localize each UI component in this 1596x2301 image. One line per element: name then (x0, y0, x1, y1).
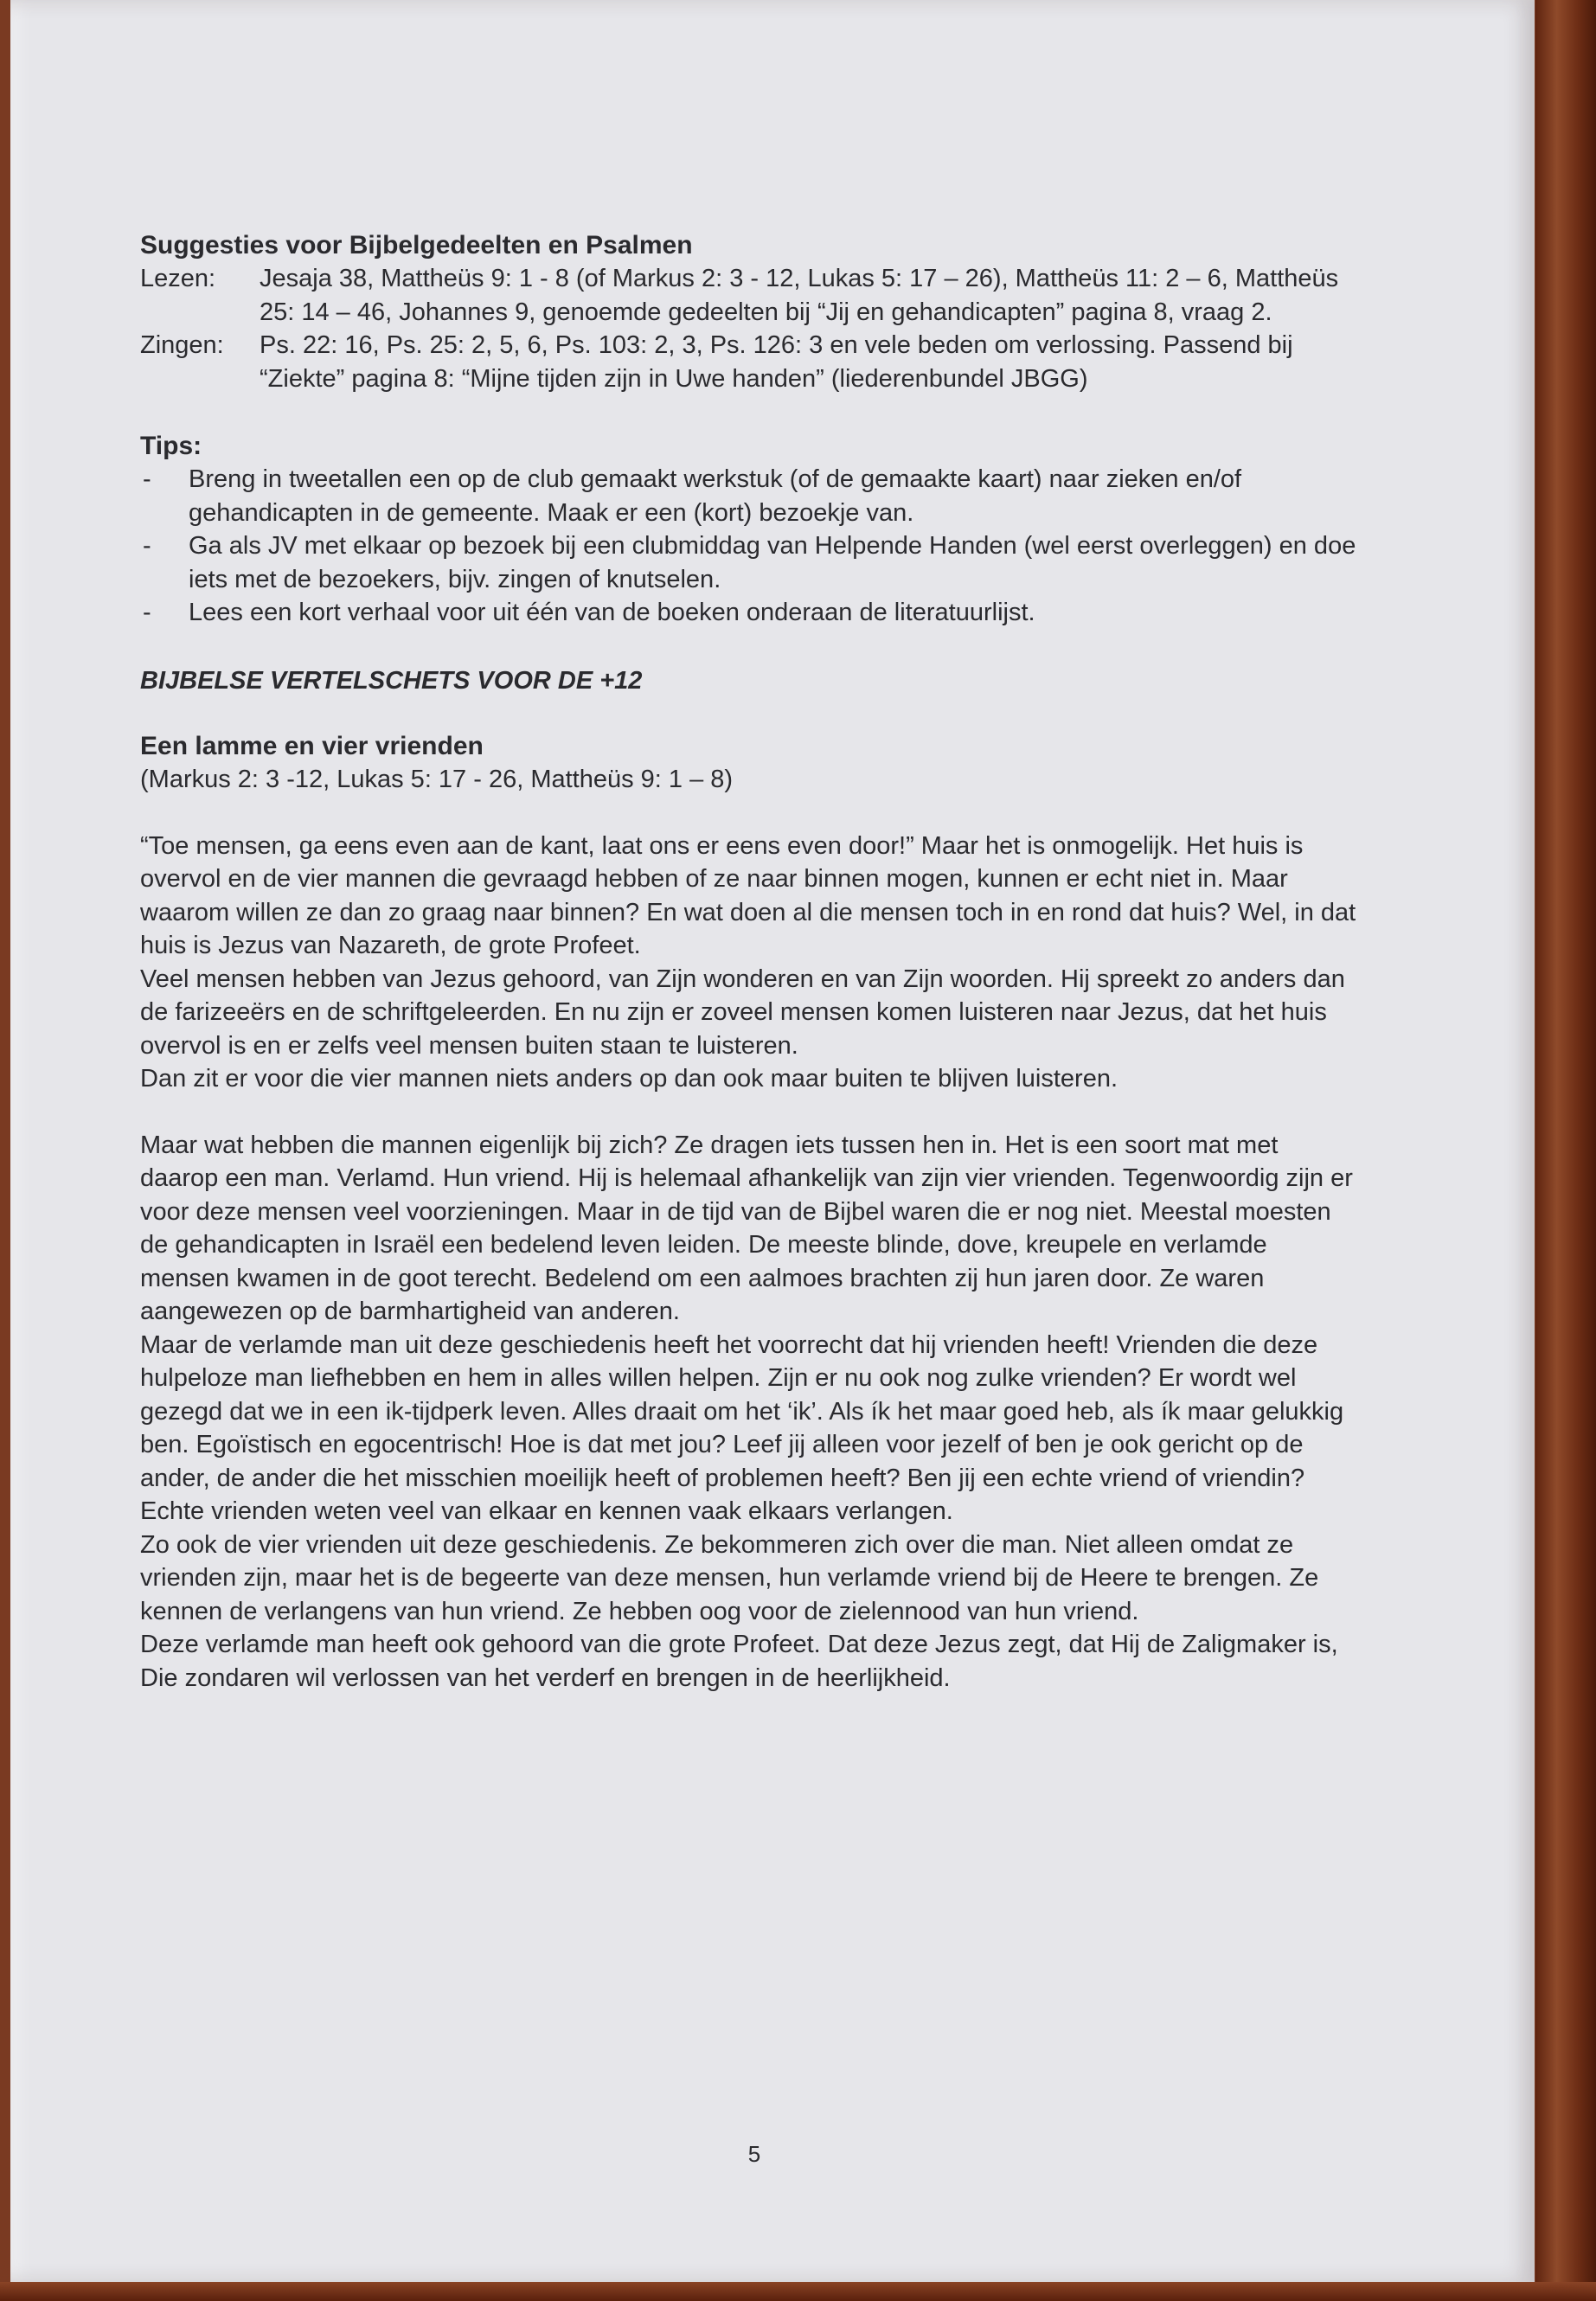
book-page (10, 0, 1535, 2282)
story-reference: (Markus 2: 3 -12, Lukas 5: 17 - 26, Mattheüs 9: 1 – 8) (140, 766, 734, 793)
reading-row (140, 262, 1360, 329)
book-cover-edge (1535, 0, 1596, 2301)
page-content (140, 229, 1360, 1695)
story-paragraph: Veel mensen hebben van Jezus gehoord, van Zijn wonderen en van Zijn woorden. Hij spreekt zo anders dan de farizeeërs en de schriftgeleerden. En nu zijn er zoveel mensen komen luisteren naar Jezus, dat het huis overvol is en er zelfs veel mensen buiten staan te luisteren. (140, 965, 1345, 1060)
story-paragraph: Deze verlamde man heeft ook gehoord van die grote Profeet. Dat deze Jezus zegt, dat Hij de Zaligmaker is, Die zondaren wil verlossen van het verderf en brengen in de heerlijkheid. (140, 1631, 1338, 1692)
story-paragraph: Maar de verlamde man uit deze geschiedenis heeft het voorrecht dat hij vrienden heeft! Vrienden die deze hulpeloze man liefhebben en hem in alles willen helpen. Zijn er nu ook nog zulke vrienden? Er wordt wel gezegd dat we in een ik-tijdperk leven. Alles draait om het ‘ik’. Als ík het maar goed heb, als ík maar gelukkig ben. Egoïstisch en egocentrisch! Hoe is dat met jou? Leef jij alleen voor jezelf of ben je ook gericht op de ander, de ander die het misschien moeilijk heeft of problemen heeft? Ben jij een echte vriend of vriendin? Echte vrienden weten veel van elkaar en kennen vaak elkaars verlangen. (140, 1330, 1344, 1525)
story-paragraph: Maar wat hebben die mannen eigenlijk bij zich? Ze dragen iets tussen hen in. Het is een soort mat met daarop een man. Verlamd. Hun vriend. Hij is helemaal afhankelijk van zijn vier vrienden. Tegenwoordig zijn er voor deze mensen veel voorzieningen. Maar in de tijd van de Bijbel waren die er nog niet. Meestal moesten de gehandicapten in Israël een bedelend leven leiden. De meeste blinde, dove, kreupele en verlamde mensen kwamen in de goot terecht. Bedelend om een aalmoes brachten zij hun jaren door. Ze waren aangewezen op de barmhartigheid van anderen. (140, 1131, 1353, 1325)
book-bottom-edge (0, 2282, 1596, 2301)
tip-item: - Ga als JV met elkaar op bezoek bij een clubmiddag van Helpende Handen (wel eerst overleggen) en doe iets met de bezoekers, bijv. zingen of knutselen. (140, 529, 1360, 596)
readings-heading: Suggesties voor Bijbelgedeelten en Psalmen (140, 231, 693, 260)
story-paragraph: “Toe mensen, ga eens even aan de kant, laat ons er eens even door!” Maar het is onmogelijk. Het huis is overvol en de vier mannen die gevraagd hebben of ze naar binnen mogen, kunnen er echt niet in. Maar waarom willen ze dan zo graag naar binnen? En wat doen al die mensen toch in en rond dat huis? Wel, in dat huis is Jezus van Nazareth, de grote Profeet. (140, 831, 1356, 959)
tip-item: - Lees een kort verhaal voor uit één van de boeken onderaan de literatuurlijst. (140, 596, 1360, 630)
tips-list (140, 463, 1360, 630)
singing-text: Ps. 22: 16, Ps. 25: 2, 5, 6, Ps. 103: 2, 3, Ps. 126: 3 en vele beden om verlossing. Passend bij “Ziekte” pagina 8: “Mijne tijden zijn in Uwe handen” (liederenbundel JBGG) (260, 331, 1293, 393)
story-paragraph: Zo ook de vier vrienden uit deze geschiedenis. Ze bekommeren zich over die man. Niet alleen omdat ze vrienden zijn, maar het is de begeerte van deze mensen, hun verlamde vriend bij de Heere te brengen. Ze kennen de verlangens van hun vriend. Ze hebben oog voor de zielennood van hun vriend. (140, 1530, 1319, 1625)
singing-row (140, 329, 1360, 395)
page-number: 5 (747, 2141, 761, 2167)
reading-label: Lezen: (140, 265, 216, 292)
reading-text: Jesaja 38, Mattheüs 9: 1 - 8 (of Markus 2: 3 - 12, Lukas 5: 17 – 26), Mattheüs 11: 2 – 6, Mattheüs 25: 14 – 46, Johannes 9, genoemde gedeelten bij “Jij en gehandicapten” pagina 8, vraag 2. (260, 265, 1339, 326)
tips-heading: Tips: (140, 432, 202, 460)
singing-label: Zingen: (140, 331, 224, 359)
story-paragraph: Dan zit er voor die vier mannen niets anders op dan ook maar buiten te blijven luisteren. (140, 1065, 1118, 1093)
tip-item: - Breng in tweetallen een op de club gemaakt werkstuk (of de gemaakte kaart) naar zieken en/of gehandicapten in de gemeente. Maak er een (kort) bezoekje van. (140, 463, 1360, 529)
section-heading: BIJBELSE VERTELSCHETS VOOR DE +12 (140, 666, 643, 695)
story-title: Een lamme en vier vrienden (140, 732, 484, 760)
